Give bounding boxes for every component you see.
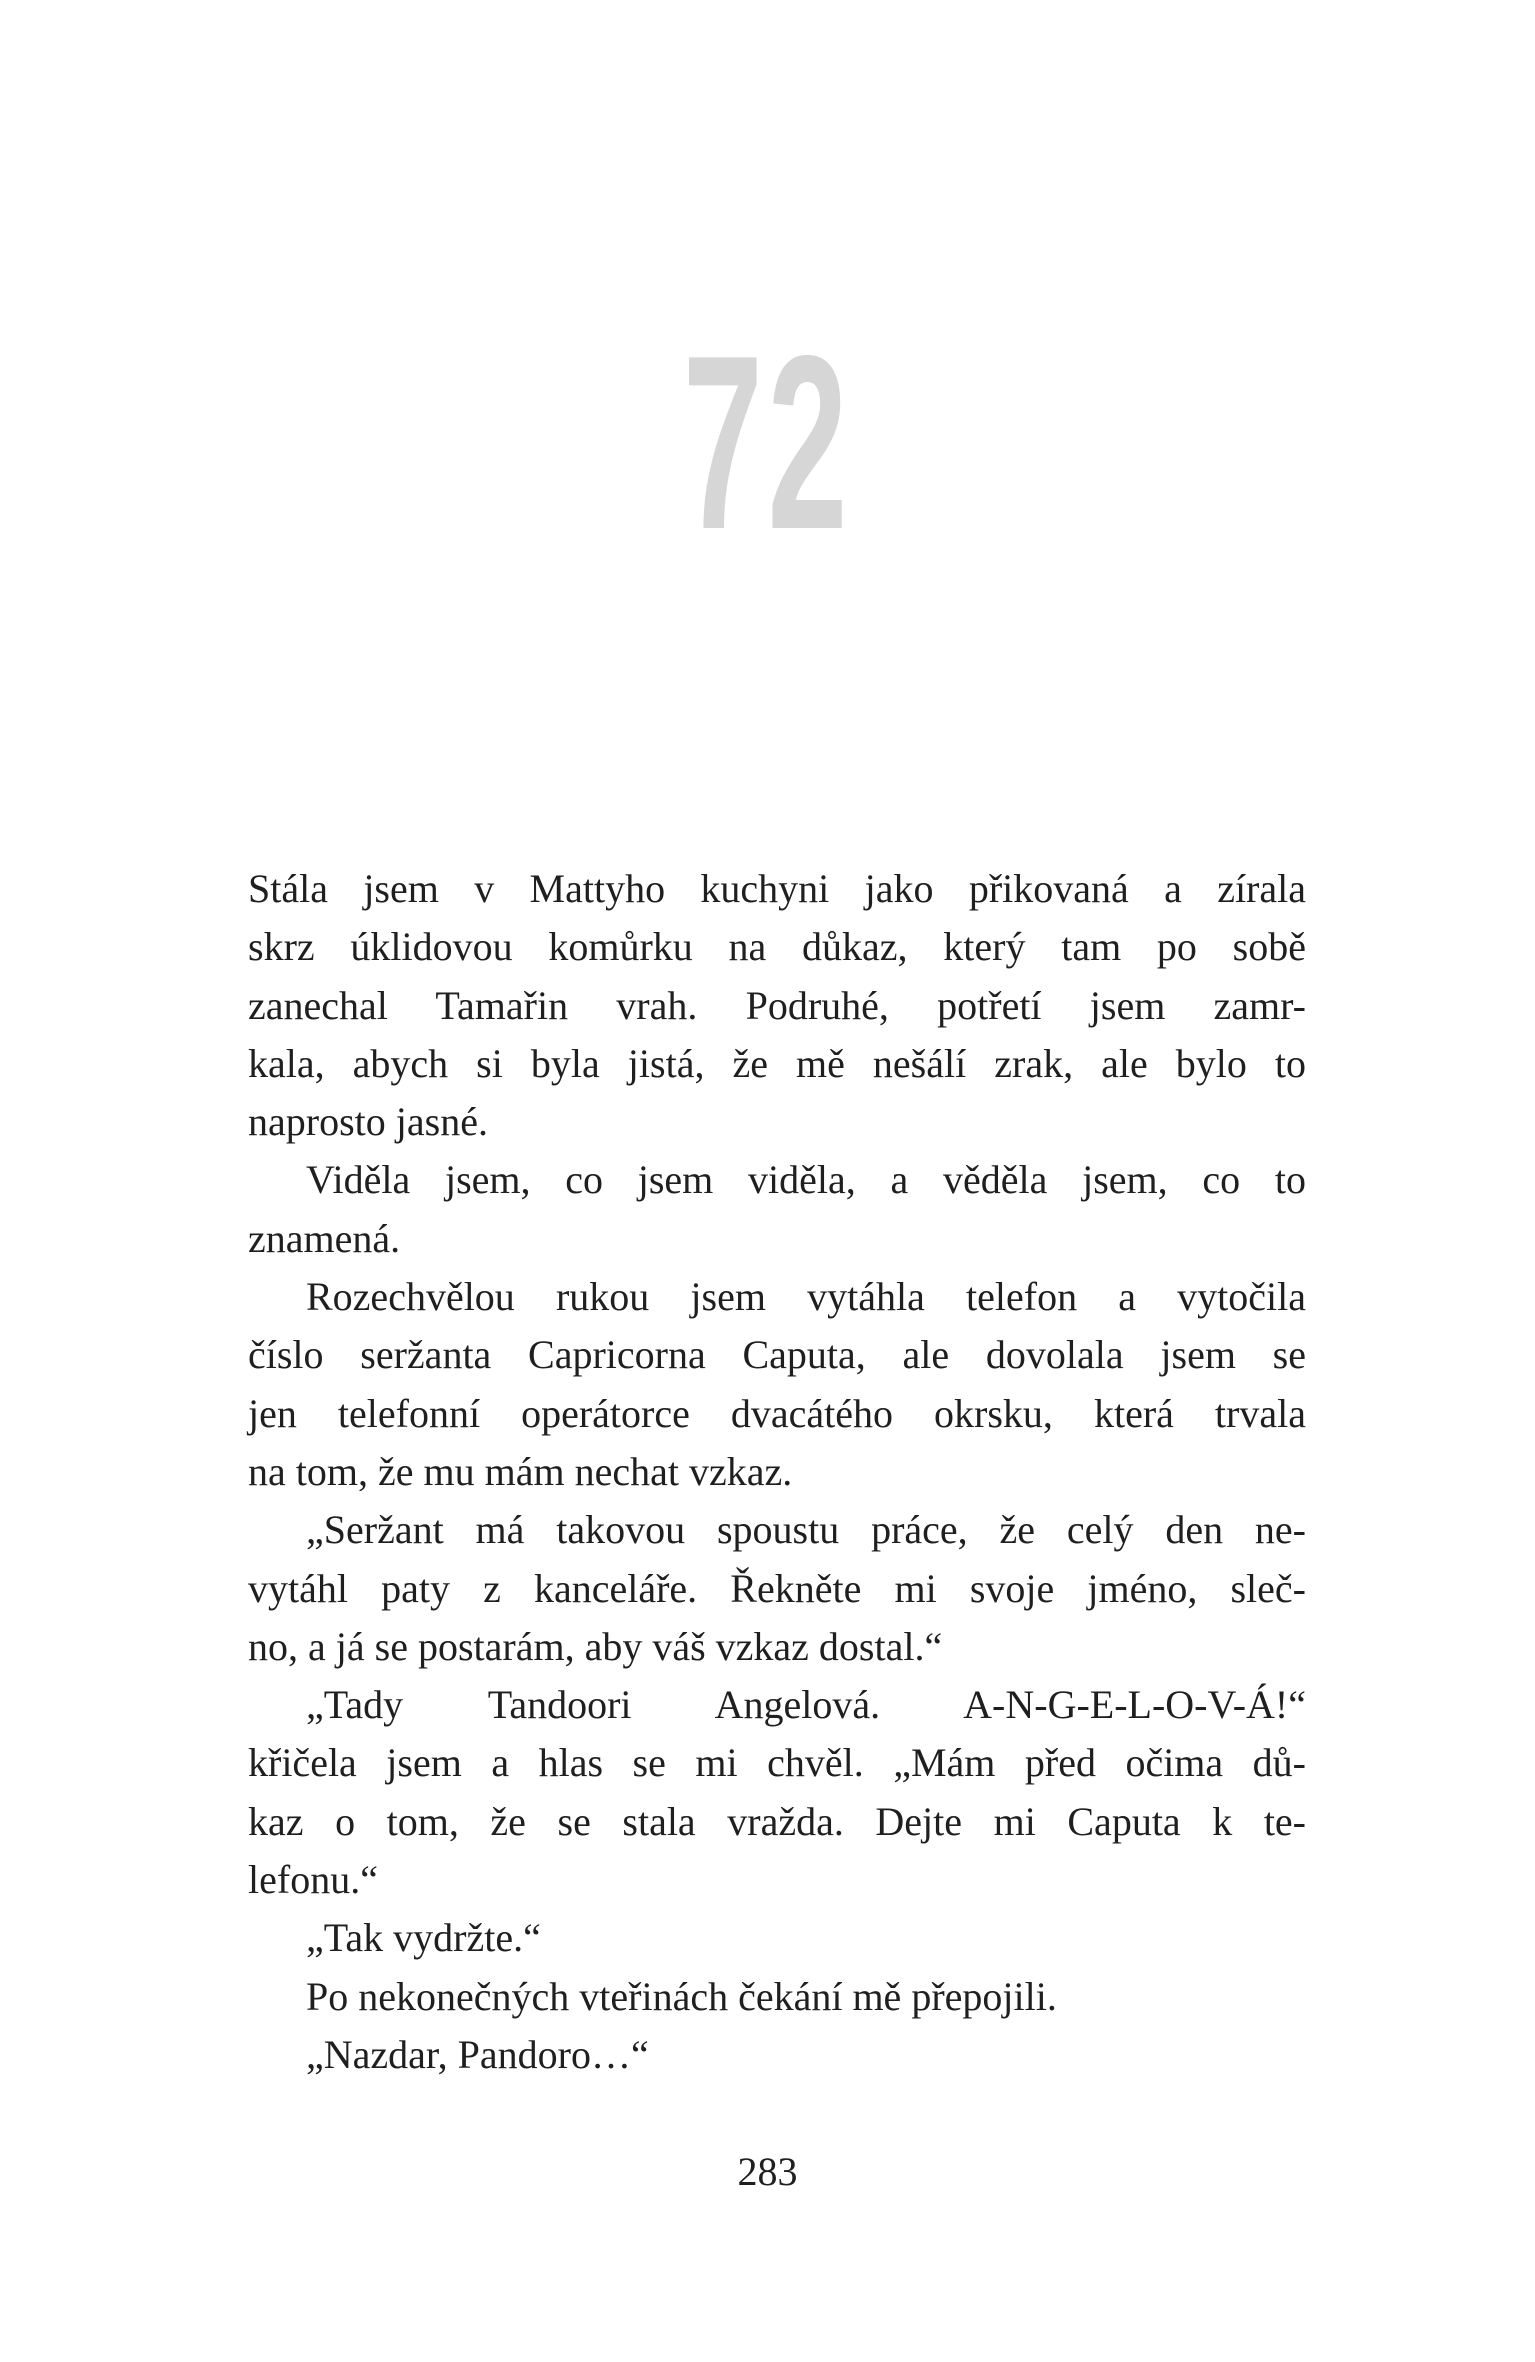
text-line: zanechal Tamařin vrah. Podruhé, potřetí jsem zamr- [248, 982, 1306, 1028]
text-line: číslo seržanta Capricorna Caputa, ale dovolala jsem se [248, 1332, 1306, 1378]
text-line: „Tak vydržte.“ [306, 1915, 541, 1961]
text-line: křičela jsem a hlas se mi chvěl. „Mám před očima dů- [248, 1740, 1306, 1786]
text-line: „Seržant má takovou spoustu práce, že celý den ne- [306, 1507, 1306, 1553]
text-line: kaz o tom, že se stala vražda. Dejte mi Caputa k te- [248, 1798, 1306, 1844]
text-line: na tom, že mu mám nechat vzkaz. [248, 1448, 793, 1494]
text-line: Stála jsem v Mattyho kuchyni jako přikovaná a zírala [248, 866, 1306, 911]
page-number: 283 [737, 2149, 798, 2194]
chapter-number: 72 [682, 303, 853, 581]
text-line: vytáhl paty z kanceláře. Řekněte mi svoje jméno, sleč- [248, 1565, 1306, 1611]
text-line: znamená. [248, 1215, 401, 1261]
text-line: kala, abych si byla jistá, že mě nešálí zrak, ale bylo to [248, 1040, 1306, 1086]
text-line: skrz úklidovou komůrku na důkaz, který tam po sobě [248, 924, 1306, 970]
text-line: Viděla jsem, co jsem viděla, a věděla jsem, co to [306, 1157, 1306, 1203]
chapter-body [248, 860, 1306, 2084]
text-line: jen telefonní operátorce dvacátého okrsku, která trvala [248, 1390, 1306, 1436]
text-line: „Nazdar, Pandoro…“ [306, 2031, 649, 2077]
text-line: no, a já se postarám, aby váš vzkaz dostal.“ [248, 1623, 943, 1669]
text-line: lefonu.“ [248, 1857, 378, 1903]
text-line: Po nekonečných vteřinách čekání mě přepojili. [306, 1973, 1057, 2019]
text-line: „Tady Tandoori Angelová. A-N-G-E-L-O-V-Á!“ [306, 1682, 1306, 1728]
text-line: naprosto jasné. [248, 1099, 488, 1145]
text-line: Rozechvělou rukou jsem vytáhla telefon a vytočila [306, 1274, 1306, 1320]
